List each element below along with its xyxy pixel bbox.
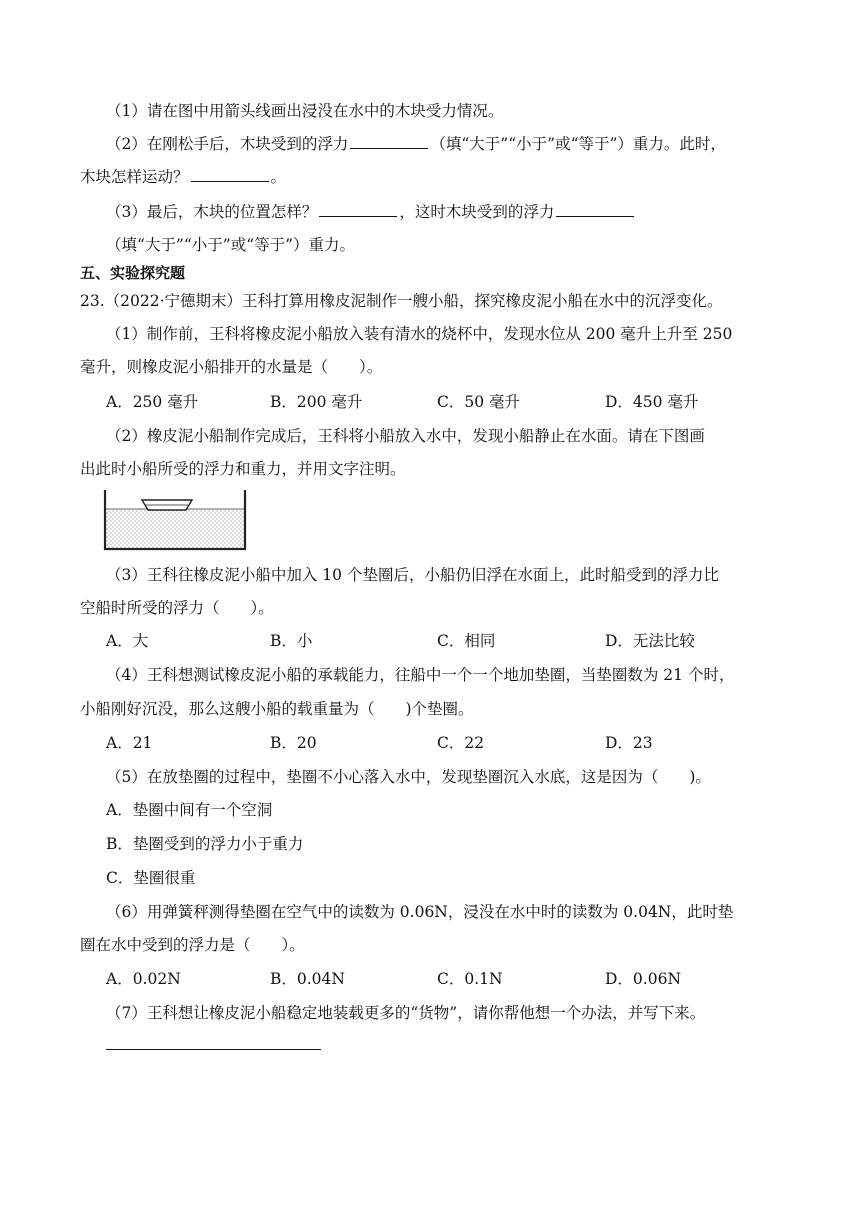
q22-part3-line1 <box>106 201 636 223</box>
q23-s6-option-d: D．0.06N <box>605 970 682 988</box>
q23-s1-option-d: D．450 毫升 <box>605 393 699 411</box>
q23-s5-line1: （5）在放垫圈的过程中，垫圈不小心落入水中，发现垫圈沉入水底，这是因为（ )。 <box>106 768 711 786</box>
q23-s4-option-d: D．23 <box>605 734 653 752</box>
q23-s2-line1: （2）橡皮泥小船制作完成后，王科将小船放入水中，发现小船静止在水面。请在下图画 <box>106 427 705 445</box>
q23-s5-option-c: C．垫圈很重 <box>106 869 196 887</box>
q23-s6-option-c: C．0.1N <box>437 970 503 988</box>
q23-s5-option-a: A．垫圈中间有一个空洞 <box>106 801 273 819</box>
q22-part2-line2 <box>80 166 286 188</box>
q23-s3-option-d: D．无法比较 <box>605 632 695 650</box>
q23-s1-option-a: A．250 毫升 <box>106 393 199 411</box>
q23-s2-line2: 出此时小船所受的浮力和重力，并用文字注明。 <box>80 460 406 478</box>
water-fill <box>105 509 245 549</box>
q22-part2-blank1 <box>350 133 428 149</box>
q23-stem: 23.（2022·宁德期末）王科打算用橡皮泥制作一艘小船，探究橡皮泥小船在水中的沉浮变化。 <box>80 292 723 310</box>
q23-s4-option-a: A．21 <box>106 734 153 752</box>
section-heading: 五、实验探究题 <box>80 264 186 282</box>
q22-part3-text-a: （3）最后，木块的位置怎样？ <box>106 203 318 221</box>
q22-part2-line1 <box>106 133 726 155</box>
beaker-with-boat-figure <box>102 488 248 552</box>
q23-s1-line1: （1）制作前，王科将橡皮泥小船放入装有清水的烧杯中，发现水位从 200 毫升上升至 250 <box>106 325 733 343</box>
q23-s4-line1: （4）王科想测试橡皮泥小船的承载能力，往船中一个一个地加垫圈，当垫圈数为 21 个时， <box>106 666 735 684</box>
q23-s6-line2: 圈在水中受到的浮力是（ ）。 <box>80 936 305 954</box>
q22-part1: （1）请在图中用箭头线画出浸没在水中的木块受力情况。 <box>106 102 504 120</box>
q22-part2-blank2 <box>191 166 269 182</box>
q23-s6-option-a: A．0.02N <box>106 970 181 988</box>
q22-part3-text-b: ，这时木块受到的浮力 <box>399 203 555 221</box>
q22-part2-text-d: 。 <box>270 168 287 186</box>
q23-s1-option-b: B．200 毫升 <box>270 393 363 411</box>
q22-part2-text-c: 木块怎样运动？ <box>80 168 189 186</box>
q23-s7-line1: （7）王科想让橡皮泥小船稳定地装载更多的“货物”，请你帮他想一个办法，并写下来。 <box>106 1004 706 1022</box>
q22-part3-line2: （填“大于”“小于”或“等于”）重力。 <box>106 236 356 254</box>
q23-s3-line1: （3）王科往橡皮泥小船中加入 10 个垫圈后，小船仍旧浮在水面上，此时船受到的浮力比 <box>106 566 719 584</box>
q23-s3-option-a: A．大 <box>106 632 149 650</box>
q23-s4-option-c: C．22 <box>437 734 485 752</box>
q22-part2-text-b: （填“大于”“小于”或“等于”）重力。此时， <box>430 135 726 153</box>
q23-s4-line2: 小船刚好沉没，那么这艘小船的载重量为（ )个垫圈。 <box>80 700 474 718</box>
q23-s1-option-c: C．50 毫升 <box>437 393 521 411</box>
q23-s3-line2: 空船时所受的浮力（ ）。 <box>80 599 274 617</box>
q23-s3-option-c: C．相同 <box>437 632 496 650</box>
q23-s4-option-b: B．20 <box>270 734 317 752</box>
q23-s6-line1: （6）用弹簧秤测得垫圈在空气中的读数为 0.06N，浸没在水中时的读数为 0.04N，此时垫 <box>106 903 734 921</box>
q22-part3-blank1 <box>319 201 397 217</box>
q23-s6-option-b: B．0.04N <box>270 970 345 988</box>
q22-part3-blank2 <box>556 201 634 217</box>
q22-part2-text-a: （2）在刚松手后，木块受到的浮力 <box>106 135 349 153</box>
q23-s5-option-b: B．垫圈受到的浮力小于重力 <box>106 835 304 853</box>
q23-s7-answer-line <box>106 1049 321 1050</box>
q23-s1-line2: 毫升，则橡皮泥小船排开的水量是（ ）。 <box>80 358 383 376</box>
q23-s3-option-b: B．小 <box>270 632 313 650</box>
